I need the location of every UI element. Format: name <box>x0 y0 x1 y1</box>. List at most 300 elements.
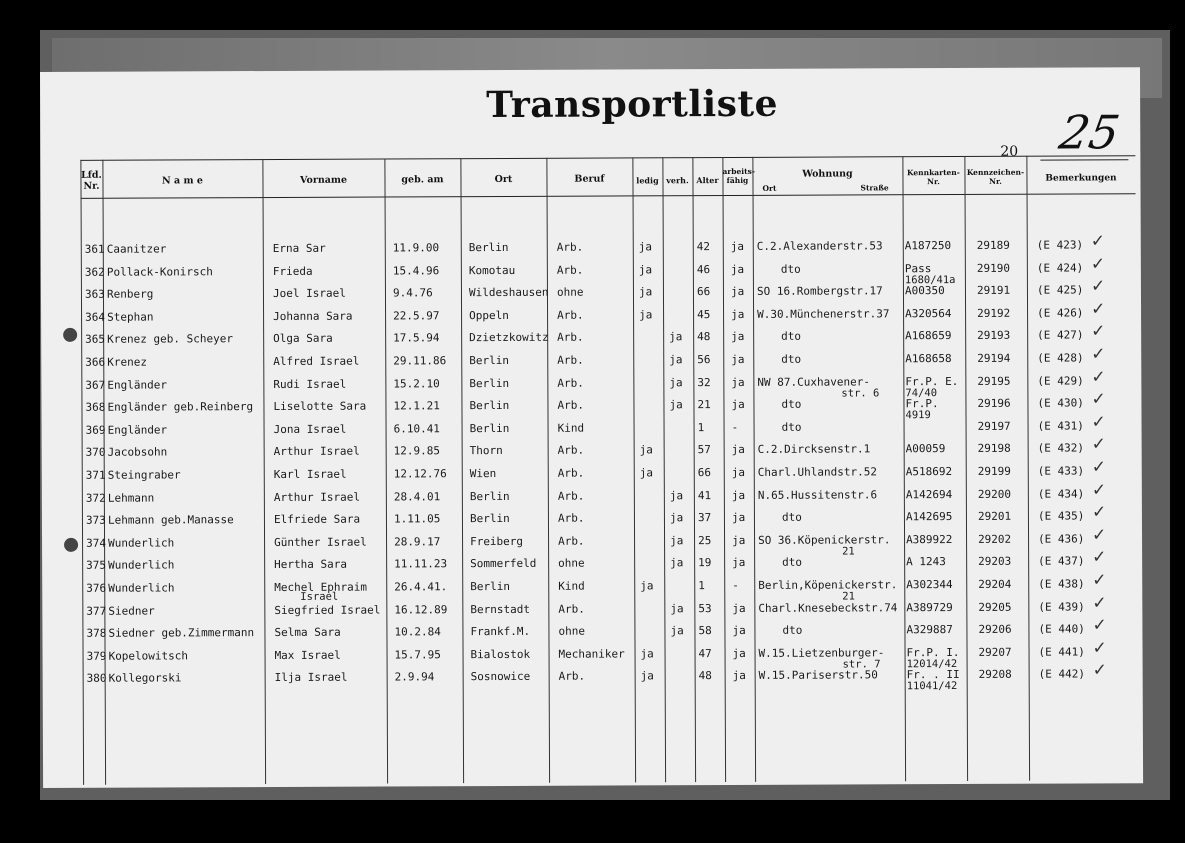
row-361-arbeit: ja <box>730 239 745 253</box>
row-370-geb: 12.9.85 <box>393 444 441 458</box>
check-mark-icon: ✓ <box>1092 547 1107 568</box>
row-373-name: Lehmann geb.Manasse <box>107 513 234 527</box>
column-rule <box>722 157 726 782</box>
row-373-arbeit: ja <box>731 511 746 525</box>
row-376-bem: (E 438) <box>1038 577 1085 591</box>
row-374-verh: ja <box>670 533 684 548</box>
row-377-verh: ja <box>670 601 684 615</box>
row-373-wohnung: dto <box>781 510 802 524</box>
header-geb: geb. am <box>401 174 444 186</box>
row-367-ort: Berlin <box>469 376 510 390</box>
check-mark-icon: ✓ <box>1091 457 1107 478</box>
column-rule <box>632 157 636 782</box>
row-361-kz: 29189 <box>976 238 1010 252</box>
row-371-kk: A518692 <box>905 465 953 479</box>
row-362-beruf: Arb. <box>556 263 584 277</box>
row-369-arbeit: - <box>731 420 739 434</box>
row-364-ledig: ja <box>639 308 653 322</box>
row-367-name: Engländer <box>107 378 168 392</box>
row-366-wohnung: dto <box>781 352 802 366</box>
row-372-name: Lehmann <box>107 491 155 505</box>
header-name: N a m e <box>162 175 203 187</box>
row-364-arbeit: ja <box>731 307 745 321</box>
check-mark-icon: ✓ <box>1092 638 1107 659</box>
row-362-arbeit: ja <box>730 262 745 276</box>
row-374-ort: Freiberg <box>470 534 524 548</box>
header-wohnung-strasse: Straße <box>860 183 889 193</box>
row-362-geb: 15.4.96 <box>392 263 440 278</box>
row-363-ort: Wildeshausen <box>468 285 549 300</box>
row-362-alter: 46 <box>696 262 711 276</box>
row-365-verh: ja <box>669 330 683 344</box>
row-371-nr: 371 <box>85 468 106 482</box>
row-373-vorname: Elfriede Sara <box>273 512 361 527</box>
row-369-beruf: Kind <box>557 421 585 435</box>
row-365-name: Krenez geb. Scheyer <box>107 332 234 347</box>
row-367-nr: 367 <box>85 378 106 392</box>
column-rule <box>546 158 550 783</box>
row-375-bem: (E 437) <box>1038 554 1085 569</box>
row-364-kk: A320564 <box>905 306 952 321</box>
row-377-bem: (E 439) <box>1038 600 1085 614</box>
row-380-ort: Sosnowice <box>470 670 531 684</box>
row-371-kz: 29199 <box>977 464 1011 478</box>
row-378-name: Siedner geb.Zimmermann <box>108 626 255 640</box>
row-368-vorname: Liselotte Sara <box>273 399 367 414</box>
row-376-nr: 376 <box>86 581 107 595</box>
row-371-arbeit: ja <box>731 465 746 479</box>
header-wohnung-ort: Ort <box>762 183 777 193</box>
row-371-ledig: ja <box>639 466 654 480</box>
row-370-ledig: ja <box>639 443 653 457</box>
row-375-arbeit: ja <box>732 556 746 570</box>
row-374-nr: 374 <box>86 536 106 550</box>
check-mark-icon: ✓ <box>1091 412 1106 433</box>
row-378-verh: ja <box>670 624 684 638</box>
row-365-vorname: Olga Sara <box>273 332 333 346</box>
row-371-bem: (E 433) <box>1037 464 1085 478</box>
row-368-bem: (E 430) <box>1037 396 1084 410</box>
row-369-wohnung: dto <box>781 420 802 434</box>
row-364-ort: Oppeln <box>469 308 509 322</box>
header-bemerkungen: Bemerkungen <box>1045 173 1117 184</box>
row-380-kz: 29208 <box>978 668 1012 682</box>
row-378-kz: 29206 <box>978 622 1012 637</box>
check-mark-icon: ✓ <box>1090 276 1106 297</box>
row-377-name: Siedner <box>108 604 155 618</box>
row-380-wohnung: W.15.Pariserstr.50 <box>758 668 878 683</box>
row-368-alter: 21 <box>697 398 711 412</box>
row-363-ledig: ja <box>638 285 653 299</box>
row-368-kk2: 4919 <box>905 409 931 422</box>
row-366-geb: 29.11.86 <box>393 354 447 368</box>
row-361-nr: 361 <box>84 242 105 256</box>
row-375-vorname: Hertha Sara <box>274 558 348 572</box>
row-375-name: Wunderlich <box>108 558 175 573</box>
row-376-kk: A302344 <box>906 578 953 592</box>
row-368-nr: 368 <box>85 400 106 414</box>
row-363-nr: 363 <box>84 287 105 301</box>
row-372-arbeit: ja <box>731 488 746 502</box>
row-374-arbeit: ja <box>732 533 746 547</box>
row-380-kk: Fr. . II <box>906 668 960 682</box>
row-379-kz: 29207 <box>978 645 1012 659</box>
row-363-kk: A00350 <box>904 284 945 298</box>
row-361-geb: 11.9.00 <box>392 241 440 255</box>
row-371-alter: 66 <box>697 466 712 480</box>
row-365-beruf: Arb. <box>557 331 584 345</box>
row-378-arbeit: ja <box>732 624 746 638</box>
row-362-nr: 362 <box>84 265 105 279</box>
row-373-kk: A142695 <box>905 510 953 524</box>
check-mark-icon: ✓ <box>1091 525 1107 546</box>
row-361-ledig: ja <box>638 240 653 254</box>
row-374-name: Wunderlich <box>108 536 175 550</box>
row-374-kk: A389922 <box>906 532 953 547</box>
row-361-beruf: Arb. <box>556 240 584 254</box>
row-370-beruf: Arb. <box>557 444 585 458</box>
row-380-beruf: Arb. <box>558 670 586 684</box>
row-380-bem: (E 442) <box>1038 667 1086 682</box>
row-365-kz: 29193 <box>977 329 1011 343</box>
row-365-ort: Dzietzkowitz <box>469 331 549 345</box>
row-366-beruf: Arb. <box>557 353 584 367</box>
row-362-kk: Pass <box>904 261 932 275</box>
document-title: Transportliste <box>486 82 779 127</box>
check-mark-icon: ✓ <box>1090 253 1106 275</box>
row-369-vorname: Jona Israel <box>273 422 347 436</box>
row-370-kk: A00059 <box>905 442 946 456</box>
row-379-kk2: 12014/42 <box>906 657 958 671</box>
row-363-bem: (E 425) <box>1036 283 1084 297</box>
row-371-ort: Wien <box>469 467 497 481</box>
row-368-arbeit: ja <box>731 398 745 412</box>
header-wohnung: Wohnung <box>802 168 853 180</box>
row-366-alter: 56 <box>697 353 711 367</box>
row-374-vorname: Günther Israel <box>274 535 367 549</box>
column-rule <box>80 160 84 785</box>
row-379-wohnung2: str. 7 <box>842 658 881 671</box>
row-376-vorname: Mechel Ephraim <box>274 580 367 594</box>
row-365-geb: 17.5.94 <box>393 331 440 345</box>
row-369-nr: 369 <box>85 423 106 437</box>
row-364-bem: (E 426) <box>1037 306 1084 320</box>
row-380-vorname: Ilja Israel <box>274 671 348 685</box>
row-372-alter: 41 <box>697 488 712 502</box>
header-ort: Ort <box>494 173 513 186</box>
row-372-kz: 29200 <box>977 487 1012 501</box>
row-371-name: Steingraber <box>107 468 181 482</box>
page-number-underline <box>1040 159 1128 160</box>
row-377-ort: Bernstadt <box>470 602 530 616</box>
row-373-bem: (E 435) <box>1037 509 1085 523</box>
row-377-arbeit: ja <box>732 601 746 615</box>
row-364-name: Stephan <box>107 310 154 324</box>
check-mark-icon: ✓ <box>1091 366 1106 388</box>
column-rule <box>384 158 388 783</box>
row-361-ort: Berlin <box>468 240 509 255</box>
row-368-wohnung: dto <box>781 397 802 411</box>
row-364-wohnung: W.30.Münchenerstr.37 <box>757 307 890 321</box>
punch-hole <box>63 328 77 342</box>
check-mark-icon: ✓ <box>1092 592 1107 614</box>
row-364-geb: 22.5.97 <box>393 309 440 323</box>
row-367-vorname: Rudi Israel <box>273 377 347 391</box>
row-363-vorname: Joel Israel <box>272 286 346 301</box>
row-362-bem: (E 424) <box>1036 261 1084 275</box>
row-366-vorname: Alfred Israel <box>273 354 360 368</box>
row-377-nr: 377 <box>86 604 107 618</box>
row-374-kz: 29202 <box>978 532 1012 546</box>
row-368-kz: 29196 <box>977 396 1011 411</box>
row-362-name: Pollack-Konirsch <box>106 264 213 279</box>
row-375-kk: A 1243 <box>906 555 946 569</box>
row-380-alter: 48 <box>698 669 712 683</box>
row-368-ort: Berlin <box>469 399 510 413</box>
page-number-handwritten: 25 <box>1055 105 1124 160</box>
row-376-beruf: Kind <box>558 579 585 593</box>
check-mark-icon: ✓ <box>1091 479 1107 501</box>
check-mark-icon: ✓ <box>1091 299 1106 320</box>
row-361-bem: (E 423) <box>1036 238 1084 252</box>
row-375-wohnung: dto <box>782 556 803 570</box>
row-379-ort: Bialostok <box>470 647 531 661</box>
row-379-bem: (E 441) <box>1038 645 1085 659</box>
row-376-wohnung2: 21 <box>842 590 855 603</box>
row-372-ort: Berlin <box>469 489 510 503</box>
row-367-wohnung2: str. 6 <box>841 386 880 400</box>
check-mark-icon: ✓ <box>1091 502 1107 523</box>
page-prefix: 20 <box>1000 143 1019 160</box>
header-ledig: ledig <box>636 175 659 186</box>
row-376-arbeit: - <box>732 578 739 592</box>
row-366-verh: ja <box>669 353 683 367</box>
row-378-nr: 378 <box>86 626 107 640</box>
row-380-kk2: 11041/42 <box>906 680 958 693</box>
row-369-kz: 29197 <box>977 419 1011 433</box>
row-366-kk: A168658 <box>905 352 952 366</box>
row-362-kk2: 1680/41a <box>904 273 956 286</box>
row-368-verh: ja <box>669 398 683 412</box>
row-378-vorname: Selma Sara <box>274 625 341 640</box>
row-361-alter: 42 <box>696 240 711 254</box>
row-379-alter: 47 <box>698 646 712 660</box>
row-379-vorname: Max Israel <box>274 648 341 662</box>
row-362-wohnung: dto <box>780 262 801 276</box>
row-374-wohnung2: 21 <box>842 545 855 558</box>
row-377-alter: 53 <box>698 601 712 615</box>
row-365-arbeit: ja <box>731 330 745 344</box>
row-371-wohnung: Charl.Uhlandstr.52 <box>757 465 877 479</box>
row-379-beruf: Mechaniker <box>558 647 625 661</box>
row-363-name: Renberg <box>106 287 154 301</box>
row-370-name: Jacobsohn <box>107 445 168 460</box>
row-376-vorname2: Israel <box>300 590 339 603</box>
row-380-ledig: ja <box>640 669 654 683</box>
row-374-alter: 25 <box>698 533 712 547</box>
row-379-arbeit: ja <box>732 646 746 660</box>
header-beruf: Beruf <box>574 173 605 185</box>
row-362-vorname: Frieda <box>272 264 313 278</box>
row-370-arbeit: ja <box>731 443 745 457</box>
row-363-beruf: ohne <box>556 285 584 299</box>
row-370-nr: 370 <box>85 446 106 460</box>
row-380-geb: 2.9.94 <box>394 670 435 684</box>
row-372-verh: ja <box>669 488 684 502</box>
row-379-wohnung: W.15.Lietzenburger- <box>758 646 885 660</box>
row-376-ort: Berlin <box>470 579 511 594</box>
check-mark-icon: ✓ <box>1092 570 1107 591</box>
row-362-ort: Komotau <box>468 263 516 277</box>
row-364-beruf: Arb. <box>557 308 584 322</box>
row-373-beruf: Arb. <box>557 511 585 525</box>
row-376-kz: 29204 <box>978 577 1012 591</box>
row-363-kz: 29191 <box>976 283 1011 298</box>
row-366-arbeit: ja <box>731 352 745 366</box>
row-377-vorname: Siegfried Israel <box>274 603 381 617</box>
column-rule <box>1026 156 1030 781</box>
row-368-geb: 12.1.21 <box>393 399 440 413</box>
row-375-beruf: ohne <box>558 557 585 571</box>
header-alter: Alter <box>696 175 719 186</box>
check-mark-icon: ✓ <box>1090 231 1106 252</box>
row-370-ort: Thorn <box>469 444 503 458</box>
row-365-bem: (E 427) <box>1037 328 1084 343</box>
row-375-kz: 29203 <box>978 555 1012 569</box>
row-361-vorname: Erna Sar <box>272 241 326 255</box>
row-377-beruf: Arb. <box>558 602 585 616</box>
check-mark-icon: ✓ <box>1091 389 1106 410</box>
row-362-ledig: ja <box>638 262 653 276</box>
row-372-wohnung: N.65.Hussitenstr.6 <box>757 487 878 502</box>
row-372-nr: 372 <box>85 491 106 505</box>
row-380-nr: 380 <box>86 672 107 686</box>
row-375-nr: 375 <box>86 559 107 573</box>
row-365-alter: 48 <box>697 330 711 344</box>
row-367-verh: ja <box>669 375 683 389</box>
row-375-verh: ja <box>670 556 684 570</box>
row-369-alter: 1 <box>697 420 705 434</box>
row-361-kk: A187250 <box>904 239 952 253</box>
row-366-nr: 366 <box>85 355 106 369</box>
row-369-bem: (E 431) <box>1037 419 1084 433</box>
row-373-ort: Berlin <box>469 512 510 526</box>
header-verh: verh. <box>666 175 689 186</box>
row-368-name: Engländer geb.Reinberg <box>107 400 254 414</box>
row-368-beruf: Arb. <box>557 398 584 412</box>
column-rule <box>752 157 756 782</box>
row-374-wohnung: SO 36.Köpenickerstr. <box>758 533 891 547</box>
row-373-geb: 1.11.05 <box>393 512 441 526</box>
header-arbeitsfaehig: arbeits-fähig <box>722 166 755 186</box>
row-372-bem: (E 434) <box>1037 487 1085 501</box>
row-365-nr: 365 <box>85 333 106 347</box>
row-378-beruf: ohne <box>558 624 585 638</box>
column-rule <box>662 157 666 782</box>
row-377-wohnung: Charl.Knesebeckstr.74 <box>758 600 898 615</box>
row-376-wohnung: Berlin,Köpenickerstr. <box>758 578 898 592</box>
row-370-wohnung: C.2.Dircksenstr.1 <box>757 442 871 457</box>
row-361-name: Caanitzer <box>106 242 167 256</box>
check-mark-icon: ✓ <box>1091 321 1106 342</box>
row-367-beruf: Arb. <box>557 376 584 390</box>
row-363-alter: 66 <box>696 285 711 299</box>
row-370-vorname: Arthur Israel <box>273 444 360 459</box>
row-379-name: Kopelowitsch <box>108 649 189 663</box>
row-367-kk2: 74/40 <box>905 386 938 399</box>
header-bottom-rule <box>81 193 1136 199</box>
row-370-alter: 57 <box>697 443 711 457</box>
row-370-bem: (E 432) <box>1037 441 1085 456</box>
row-367-arbeit: ja <box>731 375 745 389</box>
row-373-alter: 37 <box>697 511 712 525</box>
row-376-name: Wunderlich <box>108 581 175 595</box>
row-371-vorname: Karl Israel <box>273 467 347 481</box>
row-373-kz: 29201 <box>977 509 1012 524</box>
row-367-kk: Fr.P. E. <box>905 374 959 388</box>
row-377-geb: 16.12.89 <box>394 602 448 617</box>
transport-list-sheet <box>40 67 1143 788</box>
punch-hole <box>64 538 78 552</box>
row-364-nr: 364 <box>85 310 105 324</box>
row-367-kz: 29195 <box>977 374 1011 388</box>
row-366-kz: 29194 <box>977 351 1011 365</box>
check-mark-icon: ✓ <box>1091 434 1106 455</box>
row-372-vorname: Arthur Israel <box>273 490 360 504</box>
check-mark-icon: ✓ <box>1092 615 1107 636</box>
row-363-geb: 9.4.76 <box>392 286 433 300</box>
row-371-geb: 12.12.76 <box>393 467 447 481</box>
row-374-bem: (E 436) <box>1038 532 1085 546</box>
column-rule <box>692 157 696 782</box>
row-374-geb: 28.9.17 <box>394 535 441 549</box>
row-373-verh: ja <box>669 511 684 525</box>
row-379-geb: 15.7.95 <box>394 648 441 662</box>
row-375-alter: 19 <box>698 556 712 570</box>
column-rule <box>460 158 464 783</box>
row-372-geb: 28.4.01 <box>393 489 441 504</box>
row-367-bem: (E 429) <box>1037 374 1084 388</box>
column-rule <box>262 159 266 784</box>
row-375-ort: Sommerfeld <box>470 557 537 571</box>
header-vorname: Vorname <box>299 174 347 186</box>
header-top-rule <box>80 155 1135 161</box>
row-380-arbeit: ja <box>732 669 746 683</box>
header-kennzeichen: Kennzeichen-Nr. <box>966 167 1025 186</box>
row-366-name: Krenez <box>107 355 148 369</box>
row-367-geb: 15.2.10 <box>393 376 440 391</box>
row-378-geb: 10.2.84 <box>394 625 441 639</box>
row-370-kz: 29198 <box>977 442 1011 456</box>
row-379-nr: 379 <box>86 649 107 663</box>
row-361-wohnung: C.2.Alexanderstr.53 <box>756 239 883 253</box>
row-376-ledig: ja <box>640 579 654 593</box>
row-378-bem: (E 440) <box>1038 622 1085 636</box>
column-rule <box>964 156 968 781</box>
row-364-vorname: Johanna Sara <box>273 309 353 323</box>
row-366-ort: Berlin <box>469 353 510 368</box>
header-kennkarten: Kennkarten-Nr. <box>907 167 960 187</box>
row-362-kz: 29190 <box>976 261 1011 275</box>
check-mark-icon: ✓ <box>1091 344 1106 365</box>
row-367-alter: 32 <box>697 375 711 389</box>
row-377-kz: 29205 <box>978 600 1012 614</box>
row-366-bem: (E 428) <box>1037 351 1084 365</box>
row-369-geb: 6.10.41 <box>393 422 440 436</box>
row-365-wohnung: dto <box>781 330 802 344</box>
row-372-kk: A142694 <box>905 487 953 501</box>
row-373-nr: 373 <box>85 513 106 527</box>
